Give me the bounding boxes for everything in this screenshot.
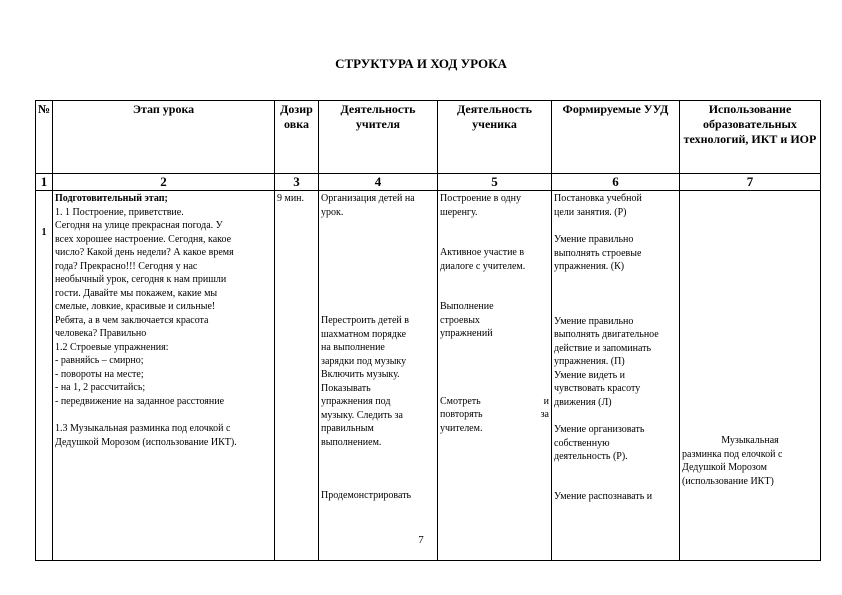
student-line: Активное участие в <box>440 247 525 258</box>
student-line: строевых <box>440 314 480 326</box>
row-index: 1 <box>36 191 53 561</box>
student-line: Выполнение <box>440 301 494 312</box>
stage-line: число? Какой день недели? А какое время <box>55 247 234 258</box>
tech-line: (использование ИКТ) <box>682 475 774 487</box>
stage-line: - повороты на месте; <box>55 368 144 380</box>
teacher-line: шахматном порядке <box>321 328 407 340</box>
student-line: повторять <box>440 409 483 420</box>
uud-line: движения (Л) <box>554 396 612 408</box>
tech-line: разминка под елочкой с <box>682 448 783 460</box>
tech-line: Дедушкой Морозом <box>682 462 767 473</box>
lesson-structure-table <box>35 100 821 561</box>
stage-line: - передвижение на заданное расстояние <box>55 395 225 407</box>
teacher-line: выполнением. <box>321 436 382 448</box>
uud-line: деятельность (Р). <box>554 451 628 462</box>
header-uud: Формируемые УУД <box>552 101 680 174</box>
header-stage: Этап урока <box>53 101 275 174</box>
uud-line: упражнения. (К) <box>554 261 625 272</box>
teacher-line: зарядки под музыку <box>321 355 407 367</box>
stage-line: 1.2 Строевые упражнения: <box>55 341 169 353</box>
uud-line: выполнять строевые <box>554 247 642 259</box>
student-line: диалоге с учителем. <box>440 260 526 272</box>
stage-line: Ребята, а в чем заключается красота <box>55 314 209 326</box>
page-title: СТРУКТУРА И ХОД УРОКА <box>335 56 507 71</box>
uud-line: чувствовать красоту <box>554 383 641 394</box>
student-line: учителем. <box>440 422 483 434</box>
column-number: 4 <box>319 174 438 191</box>
uud-line: Умение распознавать и <box>554 490 653 502</box>
student-line: и <box>543 395 549 407</box>
teacher-line: Организация детей на <box>321 193 415 204</box>
teacher-line: на выполнение <box>321 342 385 353</box>
uud-line: упражнения. (П) <box>554 356 625 367</box>
stage-line: 1. 1 Построение, приветствие. <box>55 206 184 218</box>
teacher-line: упражнения под <box>321 396 391 407</box>
uud-line: выполнять двигательное <box>554 329 659 340</box>
stage-line: 1.3 Музыкальная разминка под елочкой с <box>55 423 231 434</box>
page-number: 7 <box>418 534 424 546</box>
uud-line: Умение правильно <box>554 315 634 327</box>
teacher-line: правильным <box>321 423 374 434</box>
stage-line: всех хорошее настроение. Сегодня, какое <box>55 233 232 245</box>
table-header-row <box>36 101 821 174</box>
column-number: 5 <box>438 174 552 191</box>
tech-cell <box>680 191 821 561</box>
stage-line: Подготовительный этап; <box>55 193 168 204</box>
stage-line: необычный урок, сегодня к нам пришли <box>55 274 227 285</box>
column-number: 7 <box>680 174 821 191</box>
stage-line: года? Прекрасно!!! Сегодня у нас <box>55 260 198 272</box>
uud-line: цели занятия. (Р) <box>554 206 627 218</box>
table-row <box>36 191 821 561</box>
column-number-row <box>36 174 821 191</box>
teacher-line: музыку. Следить за <box>321 409 403 421</box>
dose-value: 9 мин. <box>277 193 305 204</box>
student-line: упражнений <box>440 328 493 339</box>
header-dose: Дозир овка <box>275 101 319 174</box>
header-student: Деятельность ученика <box>438 101 552 174</box>
stage-line: Сегодня на улице прекрасная погода. У <box>55 220 223 231</box>
student-line: шеренгу. <box>440 206 478 218</box>
stage-line: человека? Правильно <box>55 328 147 339</box>
teacher-line: Включить музыку. <box>321 369 400 380</box>
uud-line: Умение организовать <box>554 424 645 435</box>
stage-line: - равняйсь – смирно; <box>55 355 144 366</box>
teacher-cell <box>319 191 438 561</box>
teacher-line: Продемонстрировать <box>321 490 412 501</box>
column-number: 6 <box>552 174 680 191</box>
column-number: 1 <box>36 174 53 191</box>
teacher-line: Показывать <box>321 382 371 394</box>
uud-cell <box>552 191 680 561</box>
dose-cell <box>275 191 319 561</box>
header-num: № <box>36 101 53 174</box>
uud-line: Умение правильно <box>554 234 634 245</box>
stage-line: - на 1, 2 рассчитайсь; <box>55 382 146 393</box>
uud-line: действие и запоминать <box>554 342 652 354</box>
student-line: за <box>540 409 549 420</box>
stage-line: смелые, ловкие, красивые и сильные! <box>55 301 216 312</box>
student-line: Смотреть <box>440 395 481 407</box>
header-teacher: Деятельность учителя <box>319 101 438 174</box>
uud-line: Постановка учебной <box>554 193 642 204</box>
uud-line: Умение видеть и <box>554 369 625 381</box>
stage-cell <box>53 191 275 561</box>
stage-line: Дедушкой Морозом (использование ИКТ). <box>55 436 237 448</box>
tech-line: Музыкальная <box>721 435 779 446</box>
student-line: Построение в одну <box>440 193 521 204</box>
column-number: 2 <box>53 174 275 191</box>
teacher-line: урок. <box>321 206 344 218</box>
student-cell <box>438 191 552 561</box>
column-number: 3 <box>275 174 319 191</box>
teacher-line: Перестроить детей в <box>321 315 409 326</box>
uud-line: собственную <box>554 437 610 449</box>
stage-line: гости. Давайте мы покажем, какие мы <box>55 287 218 299</box>
header-tech: Использование образовательных технологий, ИКТ и ИОР <box>680 101 821 174</box>
